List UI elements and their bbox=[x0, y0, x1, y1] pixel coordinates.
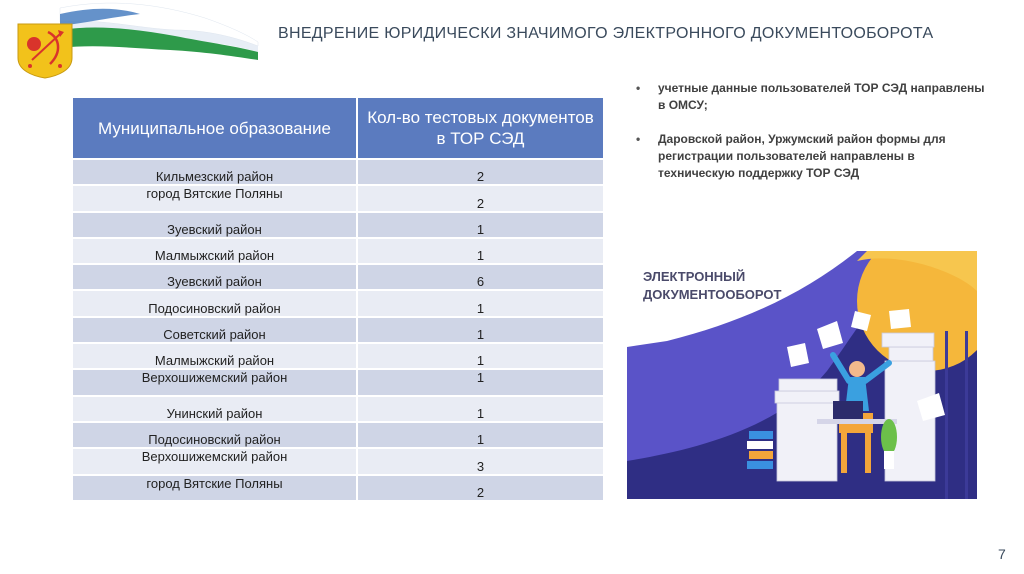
municipality-cell: город Вятские Поляны bbox=[73, 475, 357, 500]
electronic-document-illustration bbox=[627, 251, 977, 499]
count-cell: 1 bbox=[357, 238, 603, 264]
count-cell: 1 bbox=[357, 422, 603, 448]
count-cell: 1 bbox=[357, 369, 603, 395]
notes-list bbox=[636, 80, 986, 199]
municipality-cell: Унинский район bbox=[73, 396, 357, 422]
municipality-cell: город Вятские Поляны bbox=[73, 185, 357, 211]
page-number: 7 bbox=[998, 546, 1006, 562]
municipality-cell: Подосиновский район bbox=[73, 290, 357, 316]
count-cell: 3 bbox=[357, 448, 603, 474]
count-cell: 1 bbox=[357, 212, 603, 238]
count-cell: 1 bbox=[357, 290, 603, 316]
count-cell: 1 bbox=[357, 396, 603, 422]
column-header-municipality: Муниципальное образование bbox=[73, 98, 357, 159]
list-item: • Даровской район, Уржумский район формы для регистрации пользователей направлены в техническую поддержку ТОР СЭД bbox=[636, 131, 986, 182]
table-row bbox=[73, 422, 603, 448]
slide-title: ВНЕДРЕНИЕ ЮРИДИЧЕСКИ ЗНАЧИМОГО ЭЛЕКТРОННОГО ДОКУМЕНТООБОРОТА bbox=[278, 25, 934, 42]
table-row bbox=[73, 317, 603, 343]
municipality-cell: Советский район bbox=[73, 317, 357, 343]
municipality-cell: Подосиновский район bbox=[73, 422, 357, 448]
column-header-test-documents: Кол-во тестовых документов в ТОР СЭД bbox=[357, 98, 603, 159]
municipality-cell: Малмыжский район bbox=[73, 343, 357, 369]
table-row bbox=[73, 238, 603, 264]
table-row bbox=[73, 185, 603, 211]
municipality-cell: Верхошижемский район bbox=[73, 369, 357, 395]
count-cell: 1 bbox=[357, 317, 603, 343]
municipality-cell: Кильмезский район bbox=[73, 159, 357, 185]
list-item: • учетные данные пользователей ТОР СЭД направлены в ОМСУ; bbox=[636, 80, 986, 114]
municipality-cell: Верхошижемский район bbox=[73, 448, 357, 474]
count-cell: 6 bbox=[357, 264, 603, 290]
table-row bbox=[73, 159, 603, 185]
illustration-caption: ЭЛЕКТРОННЫЙ ДОКУМЕНТООБОРОТ bbox=[643, 269, 782, 302]
table-row bbox=[73, 396, 603, 422]
table-row bbox=[73, 369, 603, 395]
table-row bbox=[73, 475, 603, 500]
count-cell: 2 bbox=[357, 475, 603, 500]
count-cell: 2 bbox=[357, 159, 603, 185]
municipality-cell: Зуевский район bbox=[73, 264, 357, 290]
count-cell: 1 bbox=[357, 343, 603, 369]
coat-of-arms-emblem bbox=[14, 20, 76, 80]
table-row bbox=[73, 343, 603, 369]
table-row bbox=[73, 264, 603, 290]
count-cell: 2 bbox=[357, 185, 603, 211]
municipal-documents-table bbox=[73, 98, 603, 500]
table-row bbox=[73, 448, 603, 474]
table-row bbox=[73, 212, 603, 238]
municipality-cell: Малмыжский район bbox=[73, 238, 357, 264]
municipality-cell: Зуевский район bbox=[73, 212, 357, 238]
table-row bbox=[73, 290, 603, 316]
